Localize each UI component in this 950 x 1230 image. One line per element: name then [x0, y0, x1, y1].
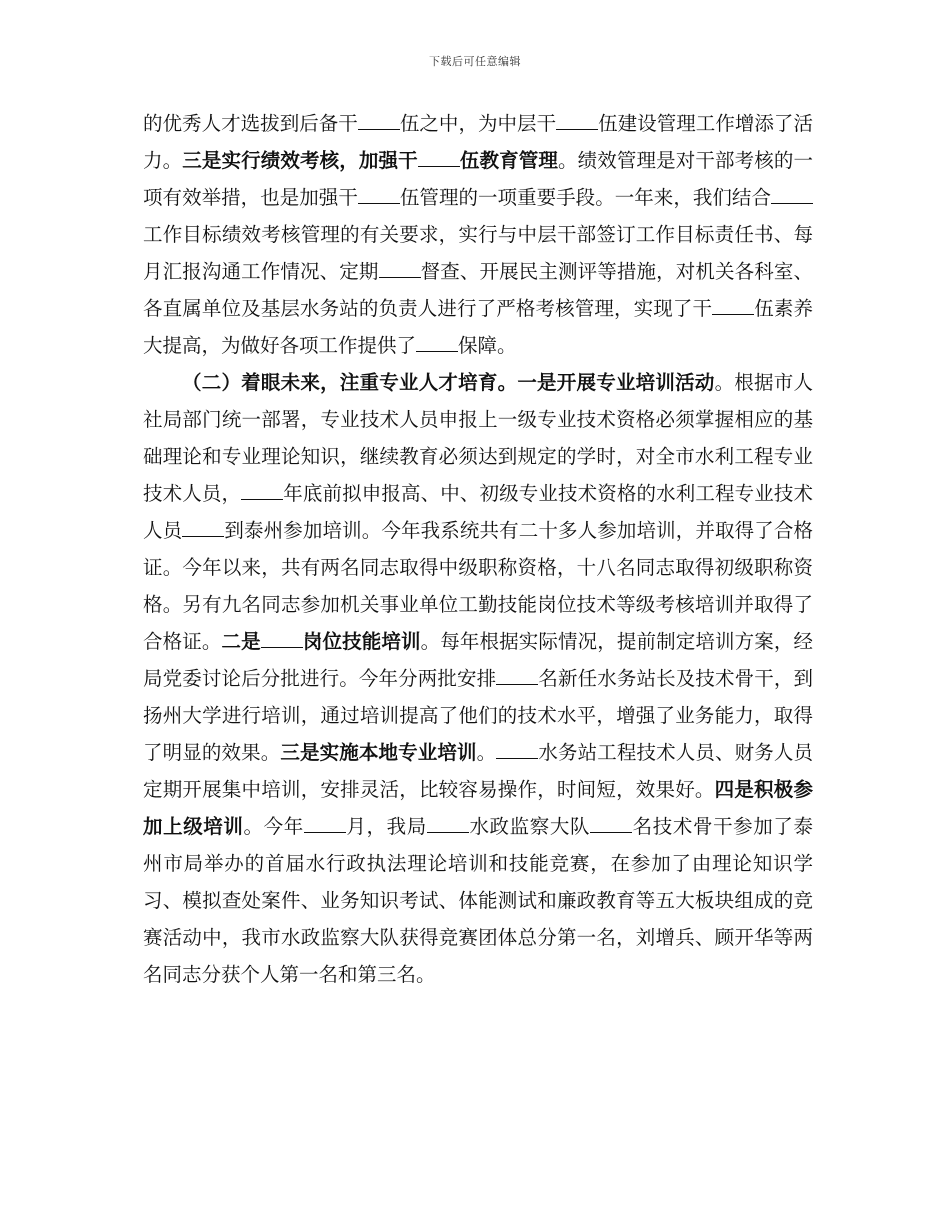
text-run: 名技术骨干参加了泰州市局举办的首届水行政执法理论培训和技能竞赛，在参加了由理论知识学习、模拟查处案件、业务知识考试、体能测试和廉政教育等五大板块组成的竞赛活动中，我市水政监察大队获得竞赛团体总分第一名，刘增兵、顾开华等两名同志分获个人第一名和第三名。 — [143, 815, 813, 986]
text-run: 年底前拟申报高、中、初级专业技术资格的水利工程专业技术人员 — [143, 482, 813, 542]
blank-underline — [418, 148, 460, 167]
text-run: 。绩效管理是对干部考核的一项有效举措，也是加强干 — [143, 149, 813, 209]
text-run: 伍管理的一项重要手段。一年来，我们结合 — [399, 186, 771, 209]
bold-heading-run: 三是实施本地专业培训 — [280, 741, 477, 764]
blank-underline — [496, 740, 538, 759]
bold-heading-run: 三是实行绩效考核，加强干 — [182, 149, 418, 172]
blank-underline — [261, 629, 303, 648]
text-run: 。每年根据实际情况，提前制定培训方案，经局党委讨论后分批进行。今年分两批安排 — [143, 630, 813, 690]
text-run: 到泰州参加培训。今年我系统共有二十多人参加培训，并取得了合格证。今年以来，共有两名同志取得中级职称资格，十八名同志取得初级职称资格。另有九名同志参加机关事业单位工勤技能岗位技术等级考核培训并取得了合格证。 — [143, 519, 813, 653]
text-run: 伍建设管理工作增添了活力。 — [143, 112, 813, 172]
bold-heading-run: （二）着眼未来，注重专业人才培育。一是开展专业培训活动 — [182, 371, 715, 394]
bold-heading-run: 四是积极参加上级培训 — [143, 778, 813, 838]
text-run: 水务站工程技术人员、财务人员定期开展集中培训，安排灵活，比较容易操作，时间短，效果好。 — [143, 741, 813, 801]
blank-underline — [590, 814, 632, 833]
bold-heading-run: 二是 — [221, 630, 261, 653]
text-run: 。根据市人社局部门统一部署，专业技术人员申报上一级专业技术资格必须掌握相应的基础理论和专业理论知识，继续教育必须达到规定的学时，对全市水利工程专业技术人员， — [143, 371, 813, 505]
text-run: 伍素养大提高，为做好各项工作提供了 — [143, 297, 813, 357]
document-body — [143, 105, 813, 993]
text-run: 名新任水务站长及技术骨干，到扬州大学进行培训，通过培训提高了他们的技术水平，增强了业务能力，取得了明显的效果。 — [143, 667, 813, 764]
paragraph-1 — [143, 105, 813, 364]
blank-underline — [304, 814, 346, 833]
text-run: 月，我局 — [345, 815, 427, 838]
text-run: 伍之中，为中层干 — [399, 112, 557, 135]
blank-underline — [358, 185, 400, 204]
blank-underline — [358, 111, 400, 130]
bold-heading-run: 岗位技能培训 — [302, 630, 421, 653]
text-run: 督查、开展民主测评等措施，对机关各科室、各直属单位及基层水务站的负责人进行了严格考核管理，实现了干 — [143, 260, 813, 320]
text-run: 。今年 — [243, 815, 304, 838]
blank-underline — [556, 111, 598, 130]
blank-underline — [241, 481, 283, 500]
text-run: 的优秀人才选拔到后备干 — [143, 112, 358, 135]
text-run: 保障。 — [458, 334, 517, 357]
page-header-note: 下载后可任意编辑 — [429, 55, 521, 68]
blank-underline — [416, 333, 458, 352]
text-run: 工作目标绩效考核管理的有关要求，实行与中层干部签订工作目标责任书、每月汇报沟通工作情况、定期 — [143, 223, 813, 283]
blank-underline — [712, 296, 754, 315]
text-run: 水政监察大队 — [468, 815, 591, 838]
text-run: 。 — [476, 741, 497, 764]
blank-underline — [771, 185, 813, 204]
blank-underline — [182, 518, 224, 537]
paragraph-2 — [143, 364, 813, 993]
blank-underline — [379, 259, 421, 278]
bold-heading-run: 伍教育管理 — [459, 149, 558, 172]
blank-underline — [496, 666, 538, 685]
blank-underline — [427, 814, 469, 833]
